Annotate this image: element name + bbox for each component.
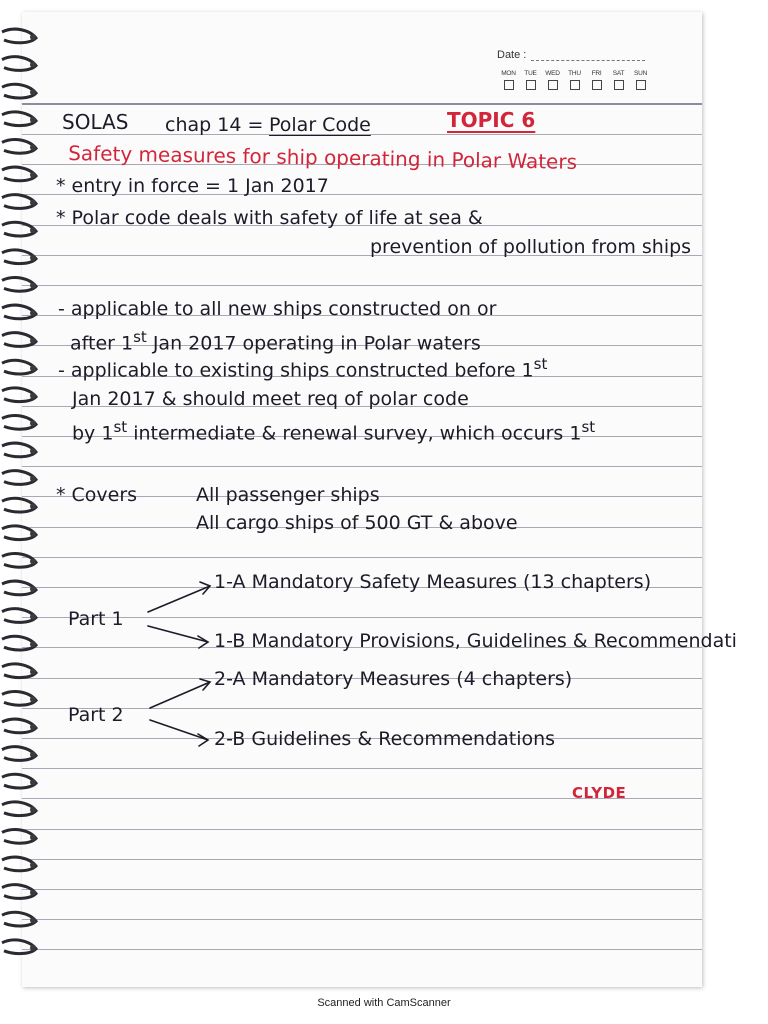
- polar-code-title: Polar Code: [269, 114, 371, 136]
- weekday-tue: TUE: [522, 70, 539, 90]
- spiral-ring: [2, 636, 36, 650]
- ruled-line: [22, 617, 702, 618]
- deals-line-2: prevention of pollution from ships: [370, 236, 692, 258]
- weekday-thu: THU: [566, 70, 583, 90]
- weekday-checkbox: [504, 80, 514, 90]
- applicable-existing-line-1: - applicable to existing ships constructed before 1st: [58, 355, 548, 382]
- part-1b: 1-B Mandatory Provisions, Guidelines & Recommendati: [214, 630, 737, 652]
- weekday-sat: SAT: [610, 70, 627, 90]
- spiral-ring: [2, 609, 36, 623]
- spiral-binding: [0, 24, 40, 974]
- part-2b: 2-B Guidelines & Recommendations: [214, 728, 556, 750]
- spiral-ring: [2, 857, 36, 871]
- applicable-existing-line-2: Jan 2017 & should meet req of polar code: [72, 388, 469, 410]
- entry-in-force: * entry in force = 1 Jan 2017: [56, 175, 329, 197]
- spiral-ring: [2, 885, 36, 899]
- applicable-new-line-1: - applicable to all new ships constructed on or: [58, 298, 497, 320]
- ruled-line: [22, 829, 702, 830]
- covers-label: * Covers: [56, 484, 138, 506]
- spiral-ring: [2, 29, 36, 43]
- solas-text: SOLAS: [62, 110, 129, 134]
- weekday-checkbox: [570, 80, 580, 90]
- spiral-ring: [2, 360, 36, 374]
- weekday-checkbox: [636, 80, 646, 90]
- ruled-line: [22, 859, 702, 860]
- spiral-ring: [2, 388, 36, 402]
- spiral-ring: [2, 195, 36, 209]
- spiral-ring: [2, 167, 36, 181]
- ruled-line: [22, 919, 702, 920]
- spiral-ring: [2, 554, 36, 568]
- spiral-ring: [2, 664, 36, 678]
- scanner-credit: Scanned with CamScanner: [317, 997, 451, 1009]
- covers-passenger: All passenger ships: [196, 484, 380, 506]
- spiral-ring: [2, 84, 36, 98]
- weekday-mon: MON: [500, 70, 517, 90]
- spiral-ring: [2, 222, 36, 236]
- spiral-ring: [2, 471, 36, 485]
- part-2-label: Part 2: [68, 704, 124, 726]
- spiral-ring: [2, 498, 36, 512]
- chapter-text: chap 14 =: [165, 114, 264, 136]
- ruled-line: [22, 708, 702, 709]
- applicable-new-line-2: after 1st Jan 2017 operating in Polar waters: [70, 328, 481, 355]
- spiral-ring: [2, 416, 36, 430]
- part-1a: 1-A Mandatory Safety Measures (13 chapters): [214, 571, 652, 593]
- deals-line-1: * Polar code deals with safety of life at sea &: [56, 207, 483, 229]
- weekday-checkbox: [548, 80, 558, 90]
- spiral-ring: [2, 443, 36, 457]
- spiral-ring: [2, 692, 36, 706]
- applicable-existing-line-3: by 1st intermediate & renewal survey, which occurs 1st: [72, 418, 596, 445]
- spiral-ring: [2, 719, 36, 733]
- covers-cargo: All cargo ships of 500 GT & above: [196, 512, 518, 534]
- spiral-ring: [2, 581, 36, 595]
- signature: CLYDE: [572, 784, 627, 802]
- weekday-row: [500, 70, 649, 90]
- part-1-label: Part 1: [68, 608, 124, 630]
- spiral-ring: [2, 305, 36, 319]
- weekday-sun: SUN: [632, 70, 649, 90]
- spiral-ring: [2, 57, 36, 71]
- topic-label: TOPIC 6: [447, 108, 536, 132]
- date-label: Date :: [497, 49, 527, 61]
- spiral-ring: [2, 278, 36, 292]
- weekday-wed: WED: [544, 70, 561, 90]
- spiral-ring: [2, 940, 36, 954]
- spiral-ring: [2, 830, 36, 844]
- spiral-ring: [2, 747, 36, 761]
- weekday-checkbox: [592, 80, 602, 90]
- ruled-line: [22, 889, 702, 890]
- spiral-ring: [2, 112, 36, 126]
- date-line: [531, 60, 645, 61]
- subtitle: Safety measures for ship operating in Polar Waters: [68, 141, 578, 174]
- spiral-ring: [2, 333, 36, 347]
- ruled-line: [22, 768, 702, 769]
- weekday-checkbox: [614, 80, 624, 90]
- ruled-line: [22, 103, 702, 105]
- ruled-line: [22, 557, 702, 558]
- spiral-ring: [2, 250, 36, 264]
- spiral-ring: [2, 802, 36, 816]
- ruled-line: [22, 949, 702, 950]
- ruled-line: [22, 466, 702, 467]
- weekday-fri: FRI: [588, 70, 605, 90]
- spiral-ring: [2, 912, 36, 926]
- spiral-ring: [2, 140, 36, 154]
- part-2a: 2-A Mandatory Measures (4 chapters): [214, 668, 573, 690]
- spiral-ring: [2, 526, 36, 540]
- weekday-checkbox: [526, 80, 536, 90]
- spiral-ring: [2, 774, 36, 788]
- ruled-line: [22, 285, 702, 286]
